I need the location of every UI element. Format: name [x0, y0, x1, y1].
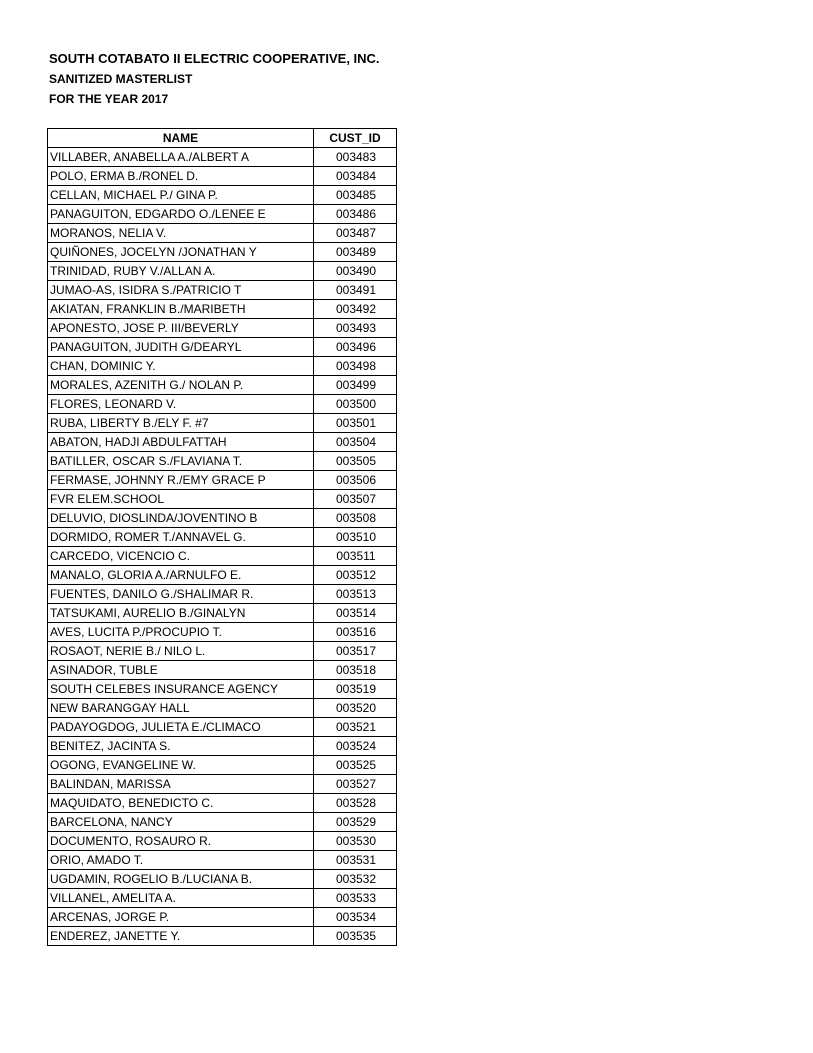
customer-name-cell: BENITEZ, JACINTA S. [48, 737, 314, 756]
table-row [48, 927, 397, 946]
customer-id-cell: 003491 [314, 281, 397, 300]
customer-name-cell: MORANOS, NELIA V. [48, 224, 314, 243]
customer-id-cell: 003501 [314, 414, 397, 433]
customer-name-cell: PANAGUITON, EDGARDO O./LENEE E [48, 205, 314, 224]
customer-name-cell: DOCUMENTO, ROSAURO R. [48, 832, 314, 851]
customer-name-cell: OGONG, EVANGELINE W. [48, 756, 314, 775]
table-row [48, 243, 397, 262]
customer-name-cell: BARCELONA, NANCY [48, 813, 314, 832]
customer-name-cell: TATSUKAMI, AURELIO B./GINALYN [48, 604, 314, 623]
customer-name-cell: TRINIDAD, RUBY V./ALLAN A. [48, 262, 314, 281]
customer-name-cell: QUIÑONES, JOCELYN /JONATHAN Y [48, 243, 314, 262]
customer-name-cell: BATILLER, OSCAR S./FLAVIANA T. [48, 452, 314, 471]
customer-id-cell: 003485 [314, 186, 397, 205]
table-row [48, 186, 397, 205]
customer-name-cell: RUBA, LIBERTY B./ELY F. #7 [48, 414, 314, 433]
customer-id-cell: 003505 [314, 452, 397, 471]
customer-name-cell: APONESTO, JOSE P. III/BEVERLY [48, 319, 314, 338]
customer-name-cell: CARCEDO, VICENCIO C. [48, 547, 314, 566]
customer-name-cell: BALINDAN, MARISSA [48, 775, 314, 794]
table-row [48, 471, 397, 490]
customer-name-cell: FLORES, LEONARD V. [48, 395, 314, 414]
customer-id-cell: 003508 [314, 509, 397, 528]
customer-name-cell: ARCENAS, JORGE P. [48, 908, 314, 927]
table-row [48, 509, 397, 528]
table-row [48, 775, 397, 794]
customer-id-cell: 003512 [314, 566, 397, 585]
customer-id-cell: 003513 [314, 585, 397, 604]
table-body [48, 148, 397, 946]
customer-name-cell: AVES, LUCITA P./PROCUPIO T. [48, 623, 314, 642]
table-row [48, 205, 397, 224]
customer-id-cell: 003528 [314, 794, 397, 813]
customer-id-cell: 003507 [314, 490, 397, 509]
customer-name-cell: ORIO, AMADO T. [48, 851, 314, 870]
customer-id-cell: 003525 [314, 756, 397, 775]
customer-name-cell: ROSAOT, NERIE B./ NILO L. [48, 642, 314, 661]
customer-id-cell: 003483 [314, 148, 397, 167]
customer-id-cell: 003529 [314, 813, 397, 832]
customer-id-cell: 003518 [314, 661, 397, 680]
customer-name-cell: FVR ELEM.SCHOOL [48, 490, 314, 509]
table-row [48, 889, 397, 908]
customer-id-cell: 003499 [314, 376, 397, 395]
customer-name-cell: MAQUIDATO, BENEDICTO C. [48, 794, 314, 813]
table-row [48, 338, 397, 357]
table-row [48, 756, 397, 775]
customer-name-cell: AKIATAN, FRANKLIN B./MARIBETH [48, 300, 314, 319]
customer-id-cell: 003531 [314, 851, 397, 870]
table-header-row [48, 129, 397, 148]
customer-id-cell: 003532 [314, 870, 397, 889]
customer-id-cell: 003517 [314, 642, 397, 661]
table-row [48, 794, 397, 813]
customer-name-cell: MANALO, GLORIA A./ARNULFO E. [48, 566, 314, 585]
table-header [48, 129, 397, 148]
customer-name-cell: DORMIDO, ROMER T./ANNAVEL G. [48, 528, 314, 547]
table-row [48, 585, 397, 604]
customer-name-cell: FERMASE, JOHNNY R./EMY GRACE P [48, 471, 314, 490]
table-row [48, 490, 397, 509]
customer-id-cell: 003520 [314, 699, 397, 718]
customer-name-cell: ENDEREZ, JANETTE Y. [48, 927, 314, 946]
table-row [48, 908, 397, 927]
table-row [48, 528, 397, 547]
customer-id-cell: 003500 [314, 395, 397, 414]
table-row [48, 300, 397, 319]
customer-name-cell: DELUVIO, DIOSLINDA/JOVENTINO B [48, 509, 314, 528]
table-row [48, 281, 397, 300]
customer-name-cell: VILLANEL, AMELITA A. [48, 889, 314, 908]
table-row [48, 414, 397, 433]
customer-name-cell: ABATON, HADJI ABDULFATTAH [48, 433, 314, 452]
customer-id-cell: 003490 [314, 262, 397, 281]
table-row [48, 566, 397, 585]
customer-id-cell: 003511 [314, 547, 397, 566]
customer-id-cell: 003521 [314, 718, 397, 737]
customer-id-cell: 003533 [314, 889, 397, 908]
customer-name-cell: FUENTES, DANILO G./SHALIMAR R. [48, 585, 314, 604]
customer-id-cell: 003524 [314, 737, 397, 756]
customer-id-cell: 003527 [314, 775, 397, 794]
customer-id-cell: 003487 [314, 224, 397, 243]
table-row [48, 395, 397, 414]
table-row [48, 452, 397, 471]
customer-id-cell: 003489 [314, 243, 397, 262]
table-row [48, 224, 397, 243]
customer-name-cell: ASINADOR, TUBLE [48, 661, 314, 680]
column-header-cust-id: CUST_ID [314, 129, 397, 148]
customer-name-cell: PADAYOGDOG, JULIETA E./CLIMACO [48, 718, 314, 737]
document-header [49, 49, 380, 109]
customer-id-cell: 003493 [314, 319, 397, 338]
table-row [48, 319, 397, 338]
customer-id-cell: 003516 [314, 623, 397, 642]
table-row [48, 661, 397, 680]
customer-name-cell: JUMAO-AS, ISIDRA S./PATRICIO T [48, 281, 314, 300]
table-row [48, 433, 397, 452]
document-title: SANITIZED MASTERLIST [49, 72, 193, 86]
masterlist-table [47, 128, 397, 946]
customer-name-cell: NEW BARANGGAY HALL [48, 699, 314, 718]
organization-name: SOUTH COTABATO II ELECTRIC COOPERATIVE, INC. [49, 51, 380, 66]
table-row [48, 737, 397, 756]
table-row [48, 851, 397, 870]
table-row [48, 699, 397, 718]
table-row [48, 813, 397, 832]
customer-id-cell: 003504 [314, 433, 397, 452]
customer-name-cell: PANAGUITON, JUDITH G/DEARYL [48, 338, 314, 357]
table-row [48, 376, 397, 395]
customer-name-cell: CELLAN, MICHAEL P./ GINA P. [48, 186, 314, 205]
table-row [48, 357, 397, 376]
customer-name-cell: VILLABER, ANABELLA A./ALBERT A [48, 148, 314, 167]
table-row [48, 604, 397, 623]
table-row [48, 642, 397, 661]
customer-name-cell: MORALES, AZENITH G./ NOLAN P. [48, 376, 314, 395]
customer-id-cell: 003519 [314, 680, 397, 699]
column-header-name: NAME [48, 129, 314, 148]
customer-id-cell: 003498 [314, 357, 397, 376]
customer-id-cell: 003514 [314, 604, 397, 623]
customer-id-cell: 003510 [314, 528, 397, 547]
customer-id-cell: 003535 [314, 927, 397, 946]
table-row [48, 680, 397, 699]
table-row [48, 262, 397, 281]
customer-id-cell: 003506 [314, 471, 397, 490]
customer-id-cell: 003492 [314, 300, 397, 319]
table-row [48, 148, 397, 167]
document-period: FOR THE YEAR 2017 [49, 92, 169, 106]
customer-name-cell: SOUTH CELEBES INSURANCE AGENCY [48, 680, 314, 699]
table-row [48, 870, 397, 889]
customer-name-cell: CHAN, DOMINIC Y. [48, 357, 314, 376]
table-row [48, 623, 397, 642]
table-row [48, 832, 397, 851]
table-row [48, 718, 397, 737]
table-row [48, 547, 397, 566]
customer-name-cell: POLO, ERMA B./RONEL D. [48, 167, 314, 186]
customer-id-cell: 003484 [314, 167, 397, 186]
customer-id-cell: 003496 [314, 338, 397, 357]
customer-id-cell: 003486 [314, 205, 397, 224]
customer-id-cell: 003530 [314, 832, 397, 851]
customer-name-cell: UGDAMIN, ROGELIO B./LUCIANA B. [48, 870, 314, 889]
customer-id-cell: 003534 [314, 908, 397, 927]
table-row [48, 167, 397, 186]
